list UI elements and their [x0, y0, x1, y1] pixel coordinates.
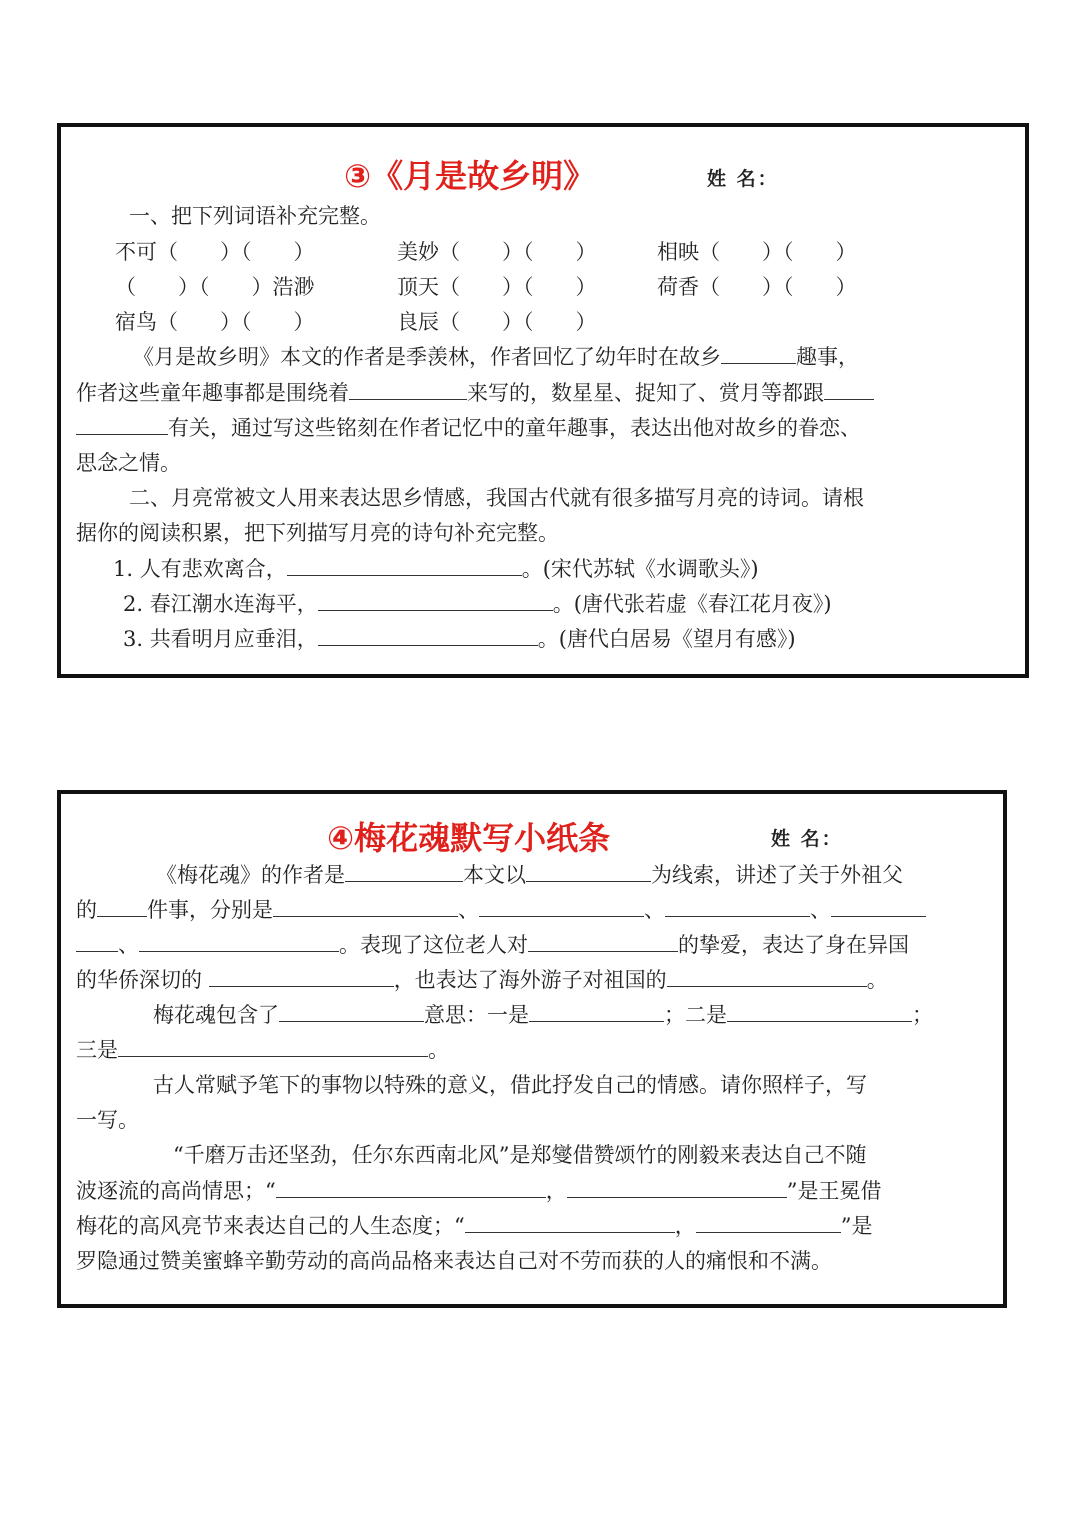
paragraph-line: 思念之情。: [76, 451, 181, 475]
text: 、: [810, 898, 831, 922]
text: 。(宋代苏轼《水调歌头》): [521, 557, 759, 581]
paragraph-line: 一写。: [76, 1108, 139, 1132]
text: 波逐流的高尚情思；“: [76, 1179, 276, 1203]
blank[interactable]: [349, 379, 467, 400]
blank[interactable]: [139, 931, 339, 952]
text: 来写的，数星星、捉知了、赏月等都跟: [467, 381, 824, 405]
card-title: ④梅花魂默写小纸条: [327, 819, 611, 857]
text: 1. 人有悲欢离合，: [113, 557, 287, 581]
poem-line: [123, 589, 832, 619]
paragraph-line: [76, 965, 888, 995]
blank[interactable]: [529, 1001, 664, 1022]
blank[interactable]: [667, 966, 867, 987]
section-heading: 一、把下列词语补充完整。: [129, 204, 381, 228]
text: ，: [674, 1214, 696, 1238]
worksheet-card-plum: [57, 790, 1007, 1308]
blank[interactable]: [567, 1177, 787, 1198]
paragraph-line: [76, 413, 861, 443]
poem-line: [113, 554, 759, 584]
word-fill-item: 宿鸟（ ）（ ）: [115, 310, 315, 334]
blank[interactable]: [696, 1212, 841, 1233]
blank[interactable]: [97, 896, 147, 917]
text: 。: [866, 968, 888, 992]
word-fill-item: 良辰（ ）（ ）: [397, 310, 597, 334]
text: 《梅花魂》的作者是: [156, 863, 345, 887]
paragraph-line: [76, 1211, 872, 1241]
name-label: 姓 名：: [771, 828, 843, 850]
blank[interactable]: [665, 896, 810, 917]
text: 梅花的高风亮节来表达自己的人生态度；“: [76, 1214, 465, 1238]
blank[interactable]: [276, 1177, 546, 1198]
text: 趣事，: [796, 345, 859, 369]
text: 的: [76, 898, 97, 922]
paragraph-line: [133, 342, 859, 372]
text: 、: [644, 898, 665, 922]
paragraph-line: [76, 895, 926, 925]
blank[interactable]: [721, 343, 796, 364]
blank[interactable]: [76, 931, 118, 952]
word-fill-item: 相映（ ）（ ）: [657, 240, 857, 264]
paragraph-line: 据你的阅读积累，把下列描写月亮的诗句补充完整。: [76, 521, 559, 545]
blank[interactable]: [479, 896, 644, 917]
text: 梅花魂包含了: [153, 1003, 279, 1027]
text: 三是: [76, 1038, 118, 1062]
word-fill-item: 荷香（ ）（ ）: [657, 275, 857, 299]
word-fill-item: 不可（ ）（ ）: [115, 240, 315, 264]
word-fill-item: （ ）（ ）浩渺: [115, 275, 315, 299]
blank[interactable]: [76, 414, 168, 435]
text: 。: [428, 1038, 449, 1062]
text: 。表现了这位老人对: [339, 933, 528, 957]
paragraph-line: [76, 378, 874, 408]
blank[interactable]: [345, 861, 463, 882]
paragraph-line: “千磨万击还坚劲，任尔东西南北风”是郑燮借赞颂竹的刚毅来表达自己不随: [173, 1143, 867, 1167]
text: ，也表达了海外游子对祖国的: [393, 968, 667, 992]
word-fill-item: 顶天（ ）（ ）: [397, 275, 597, 299]
paragraph-line: [156, 860, 903, 890]
word-fill-item: 美妙（ ）（ ）: [397, 240, 597, 264]
text: 3. 共看明月应垂泪，: [123, 627, 318, 651]
paragraph-line: [153, 1000, 933, 1030]
blank[interactable]: [465, 1212, 675, 1233]
worksheet-card-moon: [57, 123, 1029, 678]
text: 、: [118, 933, 139, 957]
text: 。(唐代张若虚《春江花月夜》): [552, 592, 832, 616]
paragraph-line: [76, 930, 909, 960]
text: ；: [912, 1003, 933, 1027]
text: 件事，分别是: [147, 898, 273, 922]
blank[interactable]: [824, 379, 874, 400]
blank[interactable]: [831, 896, 926, 917]
text: 、: [458, 898, 479, 922]
card-title: ③《月是故乡明》: [344, 157, 596, 195]
blank[interactable]: [118, 1036, 428, 1057]
text: ”是: [840, 1214, 873, 1238]
paragraph-line: [76, 1035, 449, 1065]
text: 意思：一是: [424, 1003, 529, 1027]
text: 的挚爱，表达了身在异国: [678, 933, 909, 957]
text: ”是王冕借: [786, 1179, 882, 1203]
blank[interactable]: [279, 1001, 424, 1022]
poem-line: [123, 624, 796, 654]
text: 为线索，讲述了关于外祖父: [651, 863, 903, 887]
text: 作者这些童年趣事都是围绕着: [76, 381, 349, 405]
text: 有关，通过写这些铭刻在作者记忆中的童年趣事，表达出他对故乡的眷恋、: [168, 416, 861, 440]
blank[interactable]: [287, 555, 522, 576]
blank[interactable]: [273, 896, 458, 917]
text: 本文以: [463, 863, 526, 887]
paragraph-line: 罗隐通过赞美蜜蜂辛勤劳动的高尚品格来表达自己对不劳而获的人的痛恨和不满。: [76, 1249, 832, 1273]
blank[interactable]: [209, 966, 394, 987]
paragraph-line: 古人常赋予笔下的事物以特殊的意义，借此抒发自己的情感。请你照样子，写: [153, 1073, 867, 1097]
blank[interactable]: [318, 590, 553, 611]
text: 2. 春江潮水连海平，: [123, 592, 318, 616]
text: 的华侨深切的: [76, 968, 202, 992]
blank[interactable]: [528, 931, 678, 952]
paragraph-line: [76, 1176, 882, 1206]
text: ；二是: [664, 1003, 727, 1027]
text: 。(唐代白居易《望月有感》): [537, 627, 796, 651]
text: ，: [545, 1179, 567, 1203]
section-heading: 二、月亮常被文人用来表达思乡情感，我国古代就有很多描写月亮的诗词。请根: [129, 486, 864, 510]
name-label: 姓 名：: [707, 168, 779, 190]
blank[interactable]: [727, 1001, 912, 1022]
text: 《月是故乡明》本文的作者是季羡林，作者回忆了幼年时在故乡: [133, 345, 721, 369]
blank[interactable]: [318, 625, 538, 646]
blank[interactable]: [526, 861, 651, 882]
